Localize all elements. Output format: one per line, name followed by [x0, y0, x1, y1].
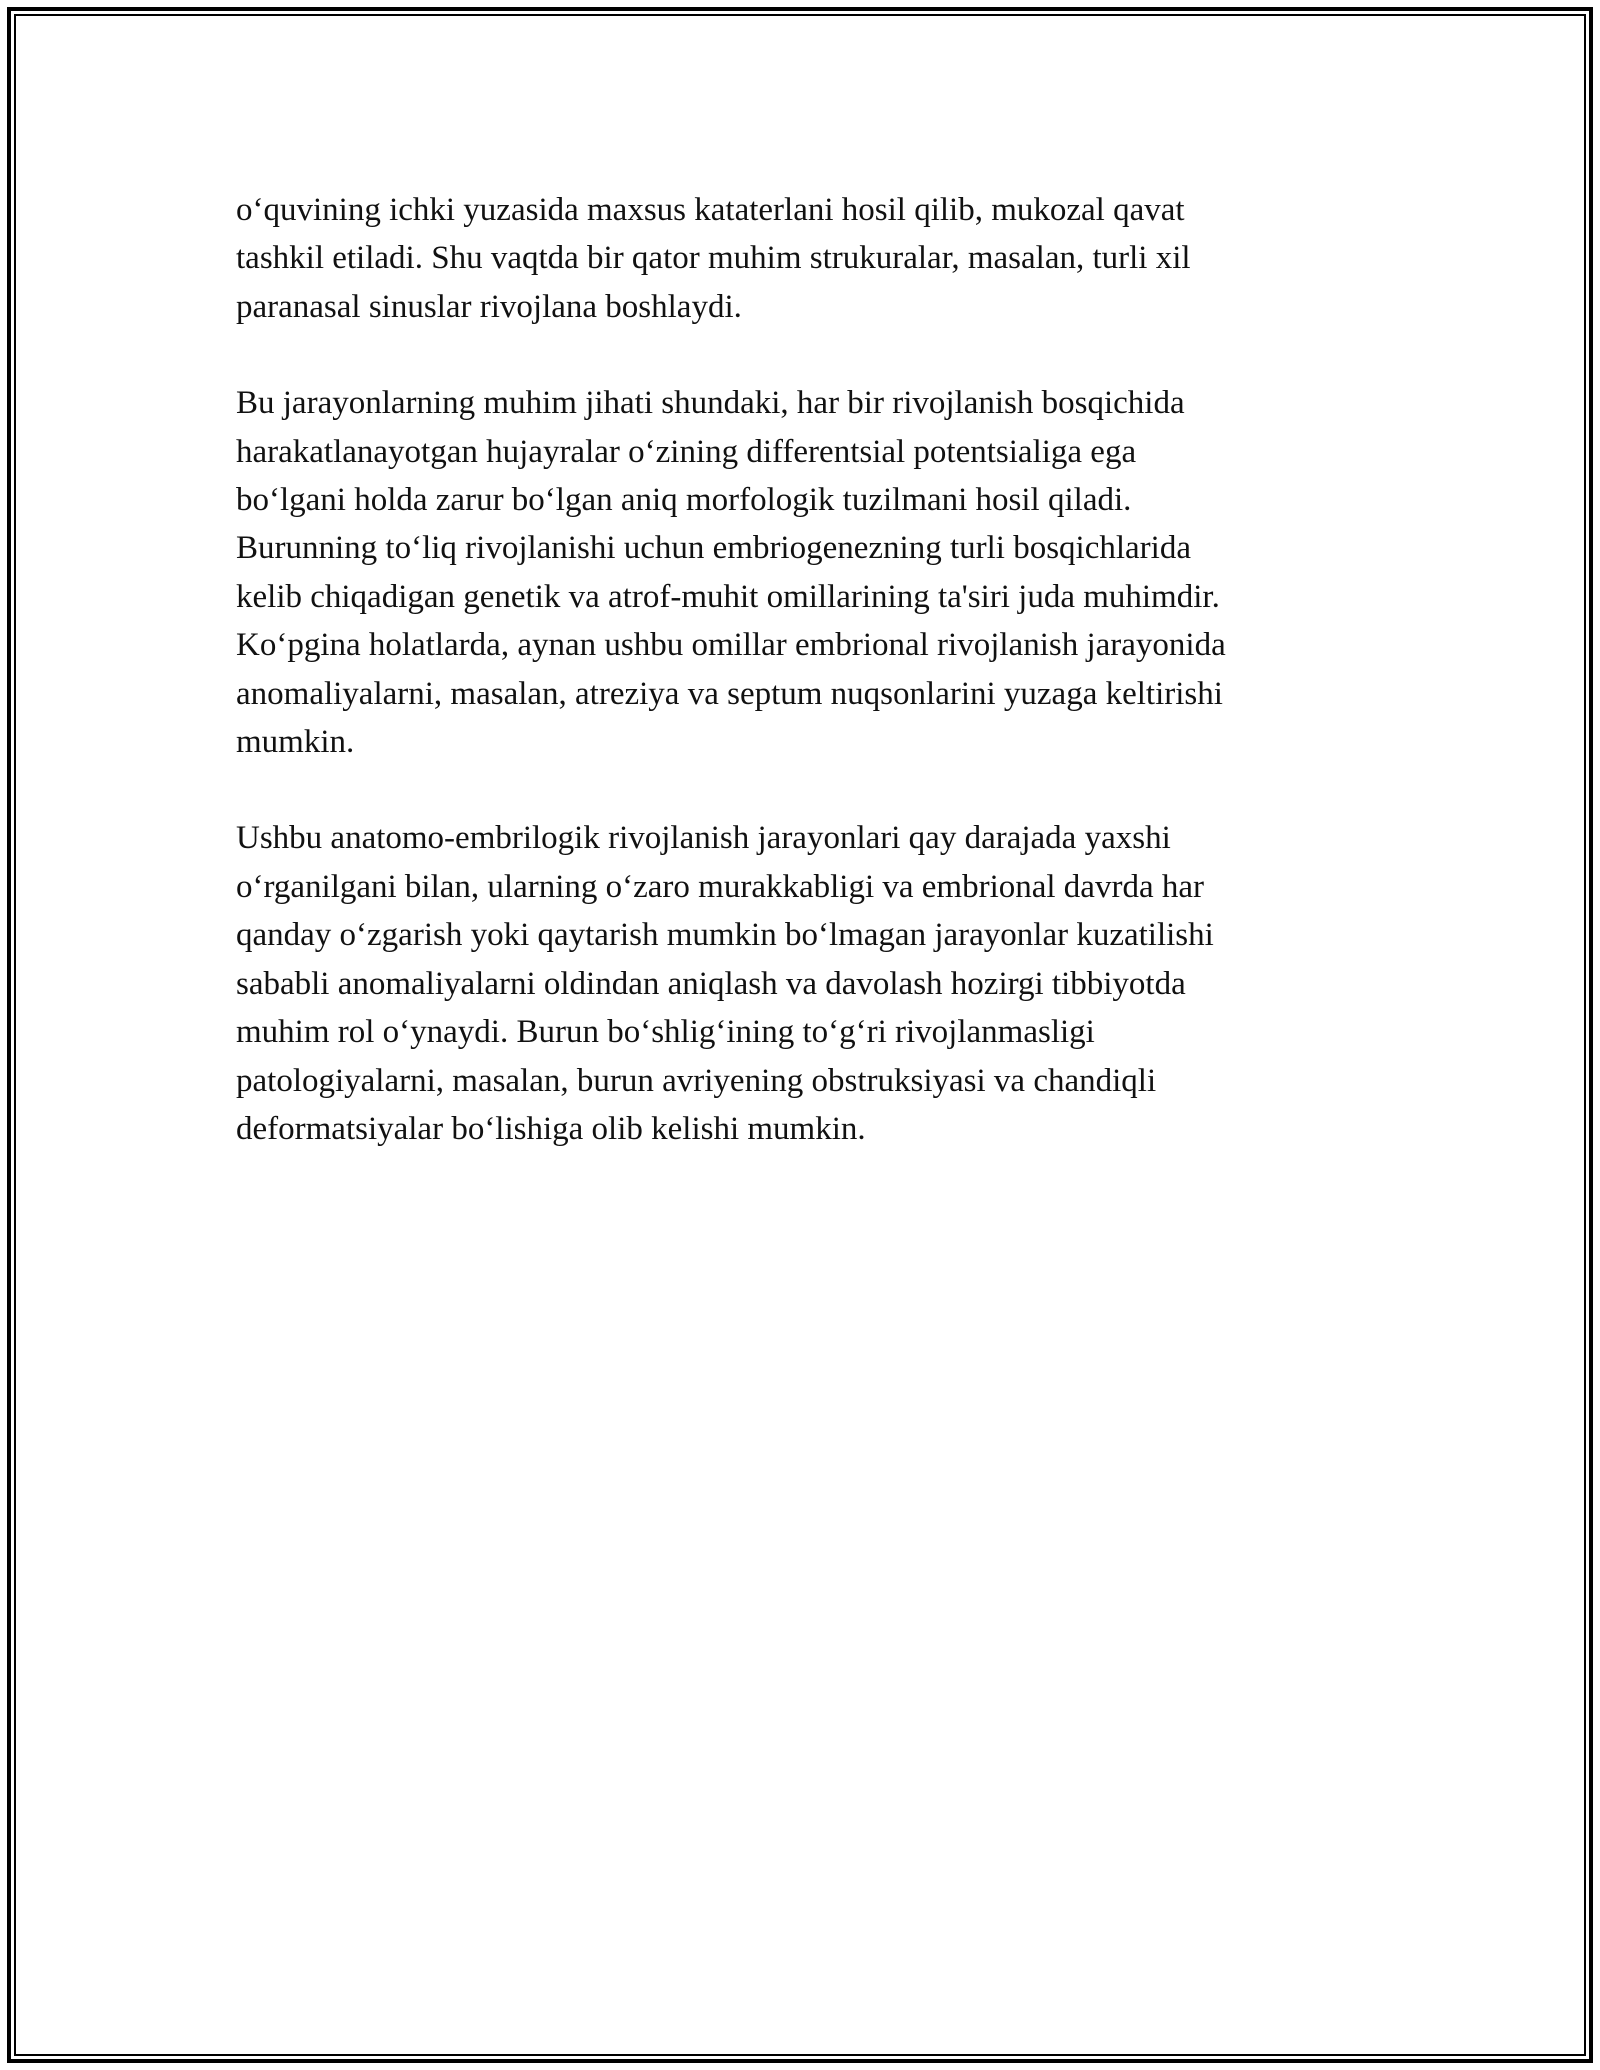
paragraph-1	[236, 186, 1366, 331]
document-body	[236, 186, 1366, 1201]
paragraph-2	[236, 379, 1366, 766]
paragraph-line: o‘quvining ichki yuzasida maxsus kataterlani hosil qilib, mukozal qavat	[236, 192, 1185, 228]
paragraph-line: sababli anomaliyalarni oldindan aniqlash va davolash hozirgi tibbiyotda	[236, 965, 1186, 1002]
paragraph-line: paranasal sinuslar rivojlana boshlaydi.	[236, 288, 742, 325]
paragraph-line: patologiyalarni, masalan, burun avriyening obstruksiyasi va chandiqli	[236, 1062, 1157, 1099]
paragraph-line: kelib chiqadigan genetik va atrof-muhit omillarining ta'siri juda muhimdir.	[236, 578, 1220, 615]
paragraph-line: Ko‘pgina holatlarda, aynan ushbu omillar embrional rivojlanish jarayonida	[236, 627, 1226, 664]
paragraph-line: Ushbu anatomo-embrilogik rivojlanish jarayonlari qay darajada yaxshi	[236, 820, 1171, 857]
paragraph-line: muhim rol o‘ynaydi. Burun bo‘shlig‘ining to‘g‘ri rivojlanmasligi	[236, 1014, 1095, 1051]
paragraph-line: anomaliyalarni, masalan, atreziya va septum nuqsonlarini yuzaga keltirishi	[236, 675, 1223, 712]
paragraph-line: o‘rganilgani bilan, ularning o‘zaro murakkabligi va embrional davrda har	[236, 868, 1204, 905]
paragraph-line: mumkin.	[236, 724, 355, 761]
paragraph-3	[236, 814, 1366, 1153]
paragraph-line: deformatsiyalar bo‘lishiga olib kelishi mumkin.	[236, 1110, 866, 1147]
paragraph-line: tashkil etiladi. Shu vaqtda bir qator muhim strukuralar, masalan, turli xil	[236, 240, 1191, 277]
paragraph-line: harakatlanayotgan hujayralar o‘zining differentsial potentsialiga ega	[236, 433, 1137, 470]
paragraph-line: bo‘lgani holda zarur bo‘lgan aniq morfologik tuzilmani hosil qiladi.	[236, 482, 1132, 519]
paragraph-line: qanday o‘zgarish yoki qaytarish mumkin bo‘lmagan jarayonlar kuzatilishi	[236, 917, 1214, 954]
paragraph-line: Bu jarayonlarning muhim jihati shundaki, har bir rivojlanish bosqichida	[236, 385, 1185, 422]
paragraph-line: Burunning to‘liq rivojlanishi uchun embriogenezning turli bosqichlarida	[236, 530, 1191, 567]
